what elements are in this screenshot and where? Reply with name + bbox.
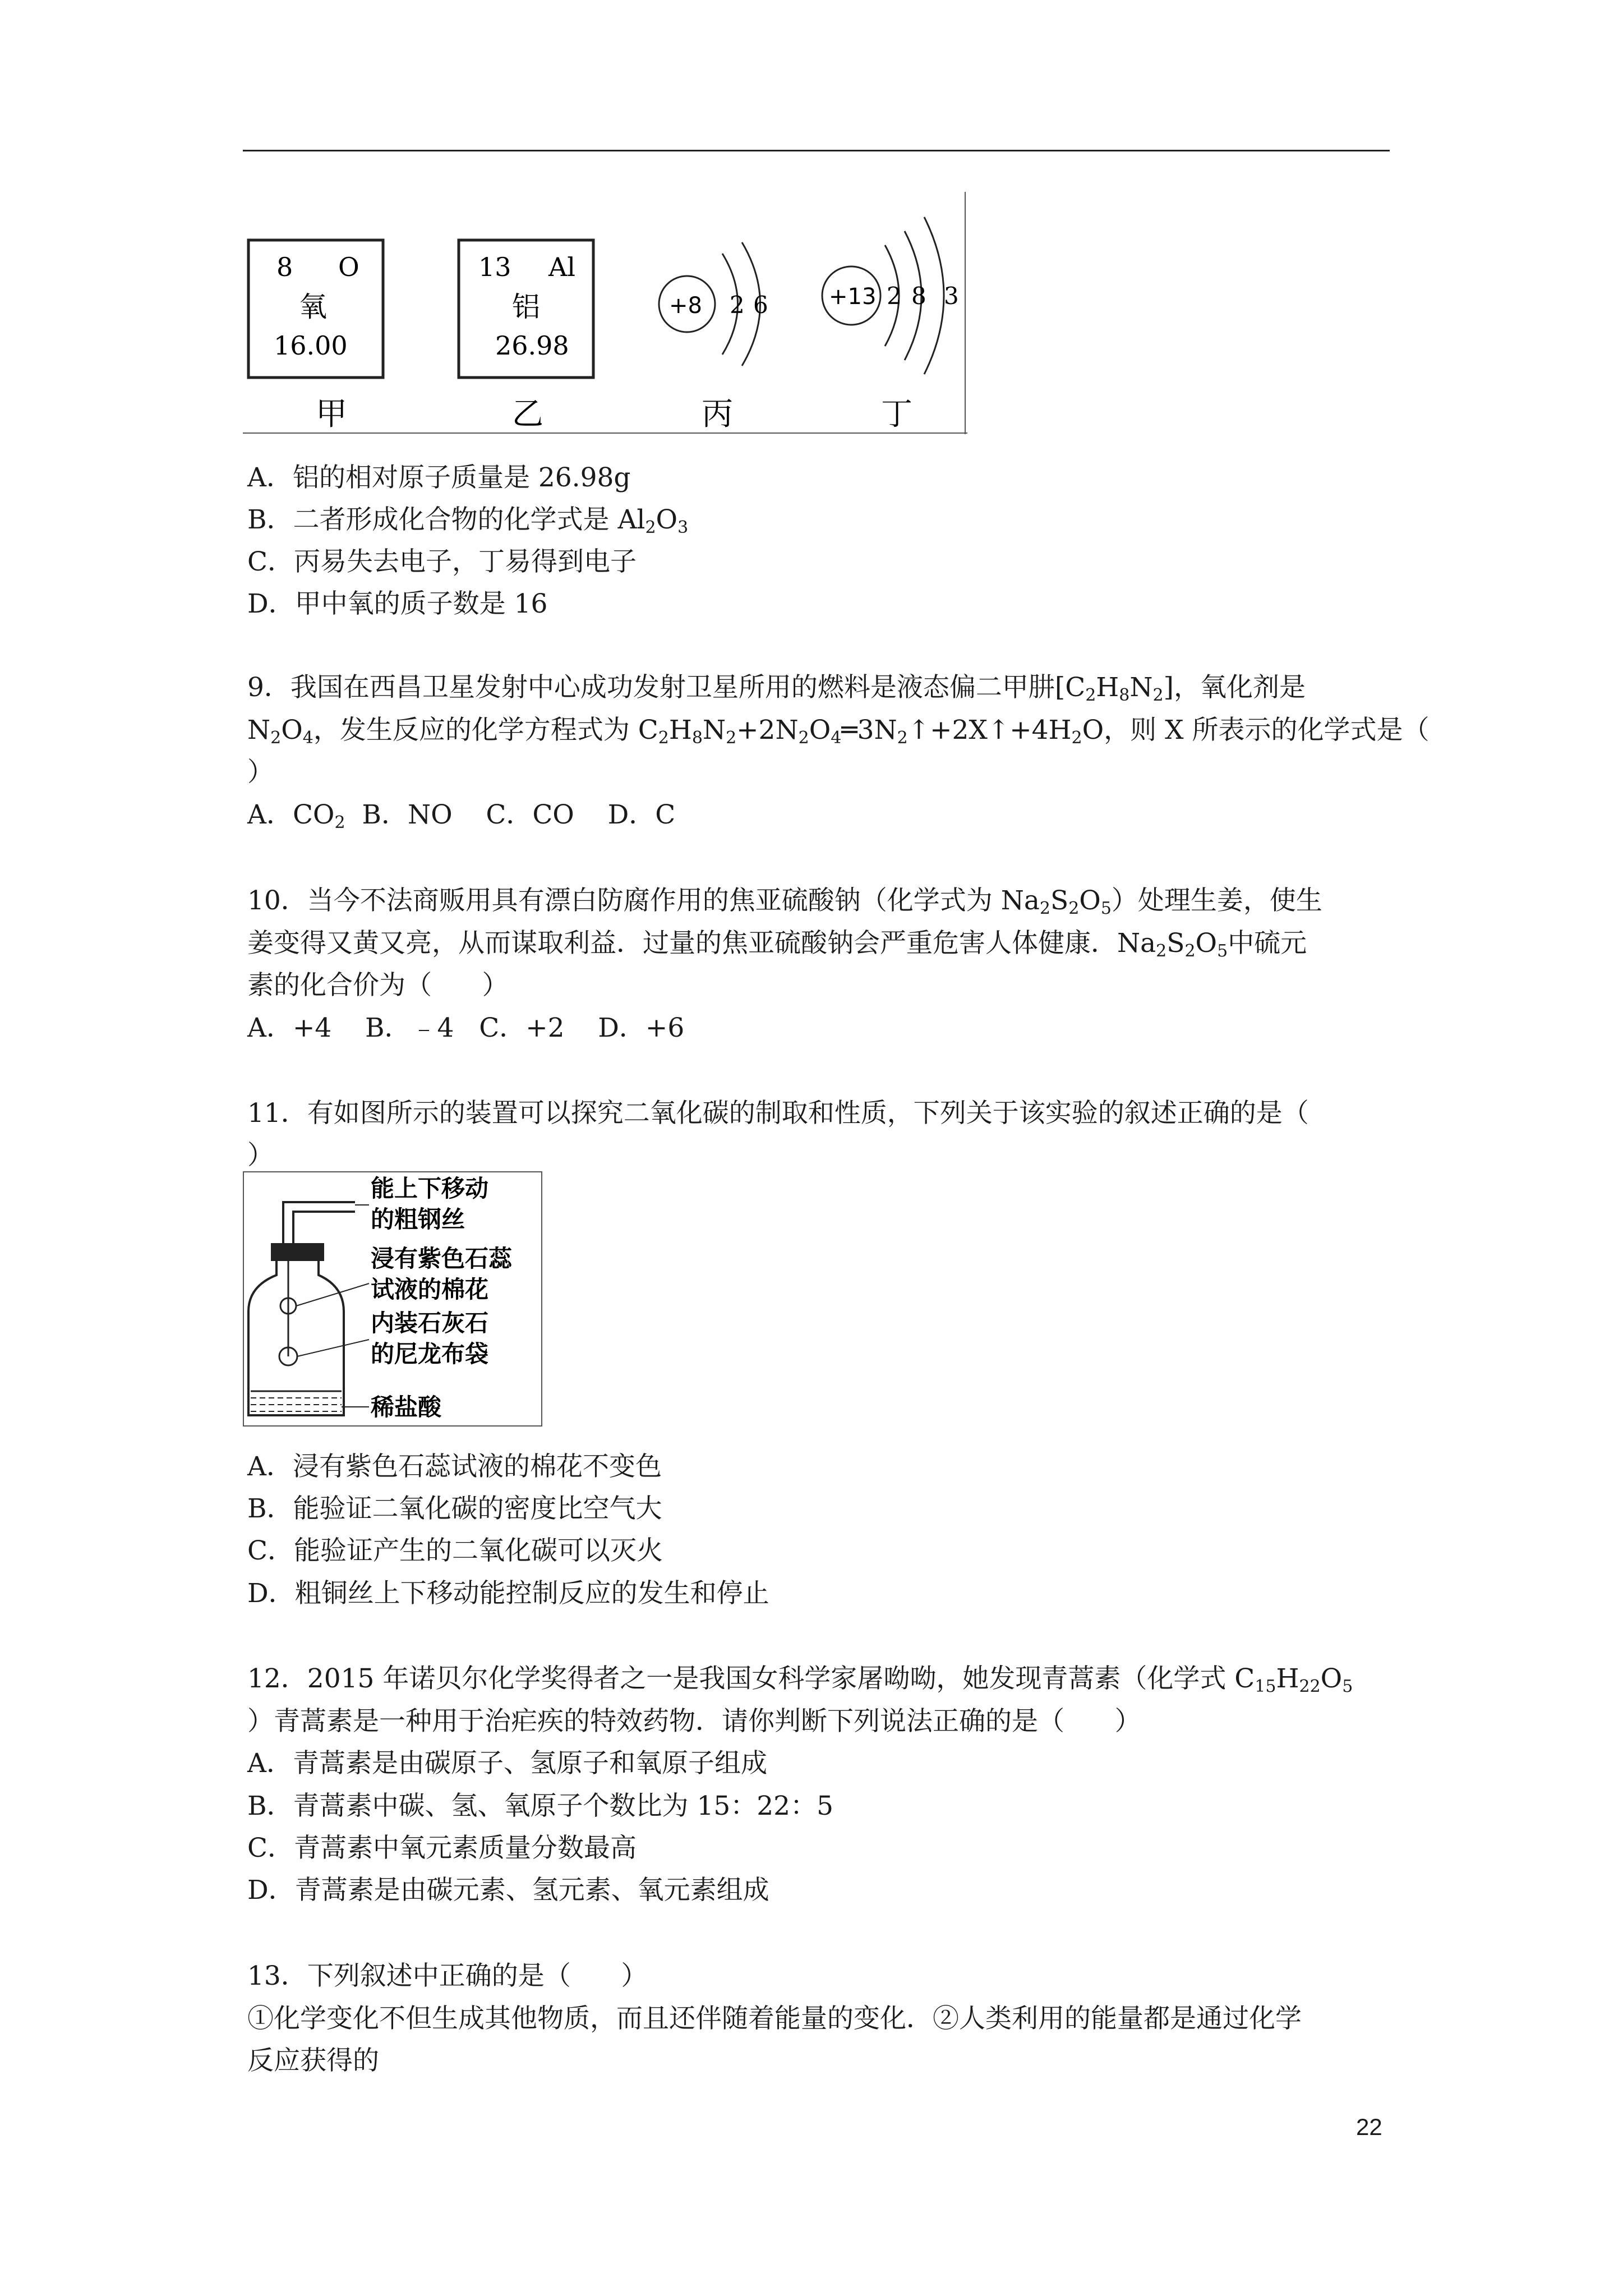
header-rule (243, 150, 1390, 151)
svg-text:+8: +8 (669, 293, 702, 319)
svg-text:3: 3 (944, 282, 959, 310)
page-number: 22 (1356, 2114, 1382, 2140)
q11-stem-line1: 11．有如图所示的装置可以探究二氧化碳的制取和性质，下列关于该实验的叙述正确的是（ (247, 1098, 1309, 1129)
oxygen-number: 8 (276, 252, 293, 282)
q12-stem-line2: ）青蒿素是一种用于治疟疾的特效药物．请你判断下列说法正确的是（ ） (247, 1706, 1141, 1737)
q11-option-c: C．能验证产生的二氧化碳可以灭火 (247, 1535, 663, 1566)
svg-text:试液的棉花: 试液的棉花 (371, 1276, 489, 1303)
svg-text:的尼龙布袋: 的尼龙布袋 (371, 1340, 489, 1368)
q10-stem-line3: 素的化合价为（ ） (247, 970, 509, 1001)
label-bing: 丙 (702, 396, 733, 432)
q11-option-a: A．浸有紫色石蕊试液的棉花不变色 (247, 1451, 662, 1482)
svg-text:浸有紫色石蕊: 浸有紫色石蕊 (371, 1245, 513, 1272)
svg-text:8: 8 (911, 282, 926, 310)
q11-option-d: D．粗铜丝上下移动能控制反应的发生和停止 (247, 1578, 769, 1609)
q10-options: A．+4 B．﹣4 C．+2 D．+6 (247, 1013, 685, 1043)
q9-options: A．$CO_2$ B．NO C．CO D．C (247, 799, 676, 832)
aluminum-name: 铝 (512, 291, 540, 323)
svg-text:能上下移动: 能上下移动 (371, 1175, 489, 1202)
svg-text:2: 2 (887, 282, 902, 310)
q10-stem-line2: 姜变得又黄又亮，从而谋取利益．过量的焦亚硫酸钠会严重危害人体健康．$Na_2S_2O_5$中硫元 (247, 928, 1307, 961)
co2-apparatus-figure (243, 1171, 542, 1427)
q9-stem-line3: ） (247, 757, 274, 788)
q9-stem-line1: 9．我国在西昌卫星发射中心成功发射卫星所用的燃料是液态偏二甲肼$[C_2H_8N_2]$，氧化剂是 (247, 672, 1306, 705)
q12-option-c: C．青蒿素中氧元素质量分数最高 (247, 1833, 637, 1864)
aluminum-symbol: Al (548, 252, 575, 282)
q11-option-b: B．能验证二氧化碳的密度比空气大 (247, 1493, 662, 1524)
svg-text:的粗钢丝: 的粗钢丝 (371, 1205, 465, 1233)
q8-option-d: D．甲中氧的质子数是 16 (247, 588, 548, 619)
q8-option-a: A．铝的相对原子质量是 26.98g (247, 462, 631, 493)
q12-option-b: B．青蒿素中碳、氢、氧原子个数比为 15：22：5 (247, 1791, 833, 1821)
aluminum-number: 13 (478, 252, 511, 282)
aluminum-mass: 26.98 (495, 330, 569, 361)
svg-text:稀盐酸: 稀盐酸 (371, 1393, 442, 1421)
q10-stem-line1: 10．当今不法商贩用具有漂白防腐作用的焦亚硫酸钠（化学式为 $Na_2S_2O_5$）处理生姜，使生 (247, 885, 1322, 918)
q9-stem-line2: $N_2O_4$，发生反应的化学方程式为 $C_2H_8N_2+2N_2O_4═3N_2↑+2X↑+4H_2O$，则 X 所表示的化学式是（ (247, 715, 1430, 748)
q13-stem-line2: ①化学变化不但生成其他物质，而且还伴随着能量的变化．②人类利用的能量都是通过化学 (247, 2003, 1302, 2034)
oxygen-name: 氧 (299, 291, 327, 323)
q8-option-b: B．二者形成化合物的化学式是 $Al_2O_3$ (247, 504, 689, 537)
q12-stem-line1: 12．2015 年诺贝尔化学奖得者之一是我国女科学家屠呦呦，她发现青蒿素（化学式 $C_{15}H_{22}O_5$ (247, 1663, 1353, 1696)
q12-option-a: A．青蒿素是由碳原子、氢原子和氧原子组成 (247, 1748, 767, 1779)
svg-text:2: 2 (730, 291, 745, 319)
q13-stem-line1: 13．下列叙述中正确的是（ ） (247, 1961, 648, 1991)
q8-option-c: C．丙易失去电子，丁易得到电子 (247, 546, 637, 577)
q12-option-d: D．青蒿素是由碳元素、氢元素、氧元素组成 (247, 1875, 769, 1906)
label-jia: 甲 (316, 396, 347, 432)
element-figure (243, 192, 967, 434)
svg-text:6: 6 (753, 291, 768, 319)
svg-text:+13: +13 (829, 284, 877, 310)
label-ding: 丁 (881, 396, 912, 432)
svg-text:内装石灰石: 内装石灰石 (371, 1309, 489, 1337)
oxygen-mass: 16.00 (274, 330, 348, 361)
q11-stem-line2: ） (247, 1140, 274, 1171)
oxygen-symbol: O (338, 252, 359, 282)
label-yi: 乙 (512, 396, 543, 432)
q13-stem-line3: 反应获得的 (247, 2045, 379, 2076)
